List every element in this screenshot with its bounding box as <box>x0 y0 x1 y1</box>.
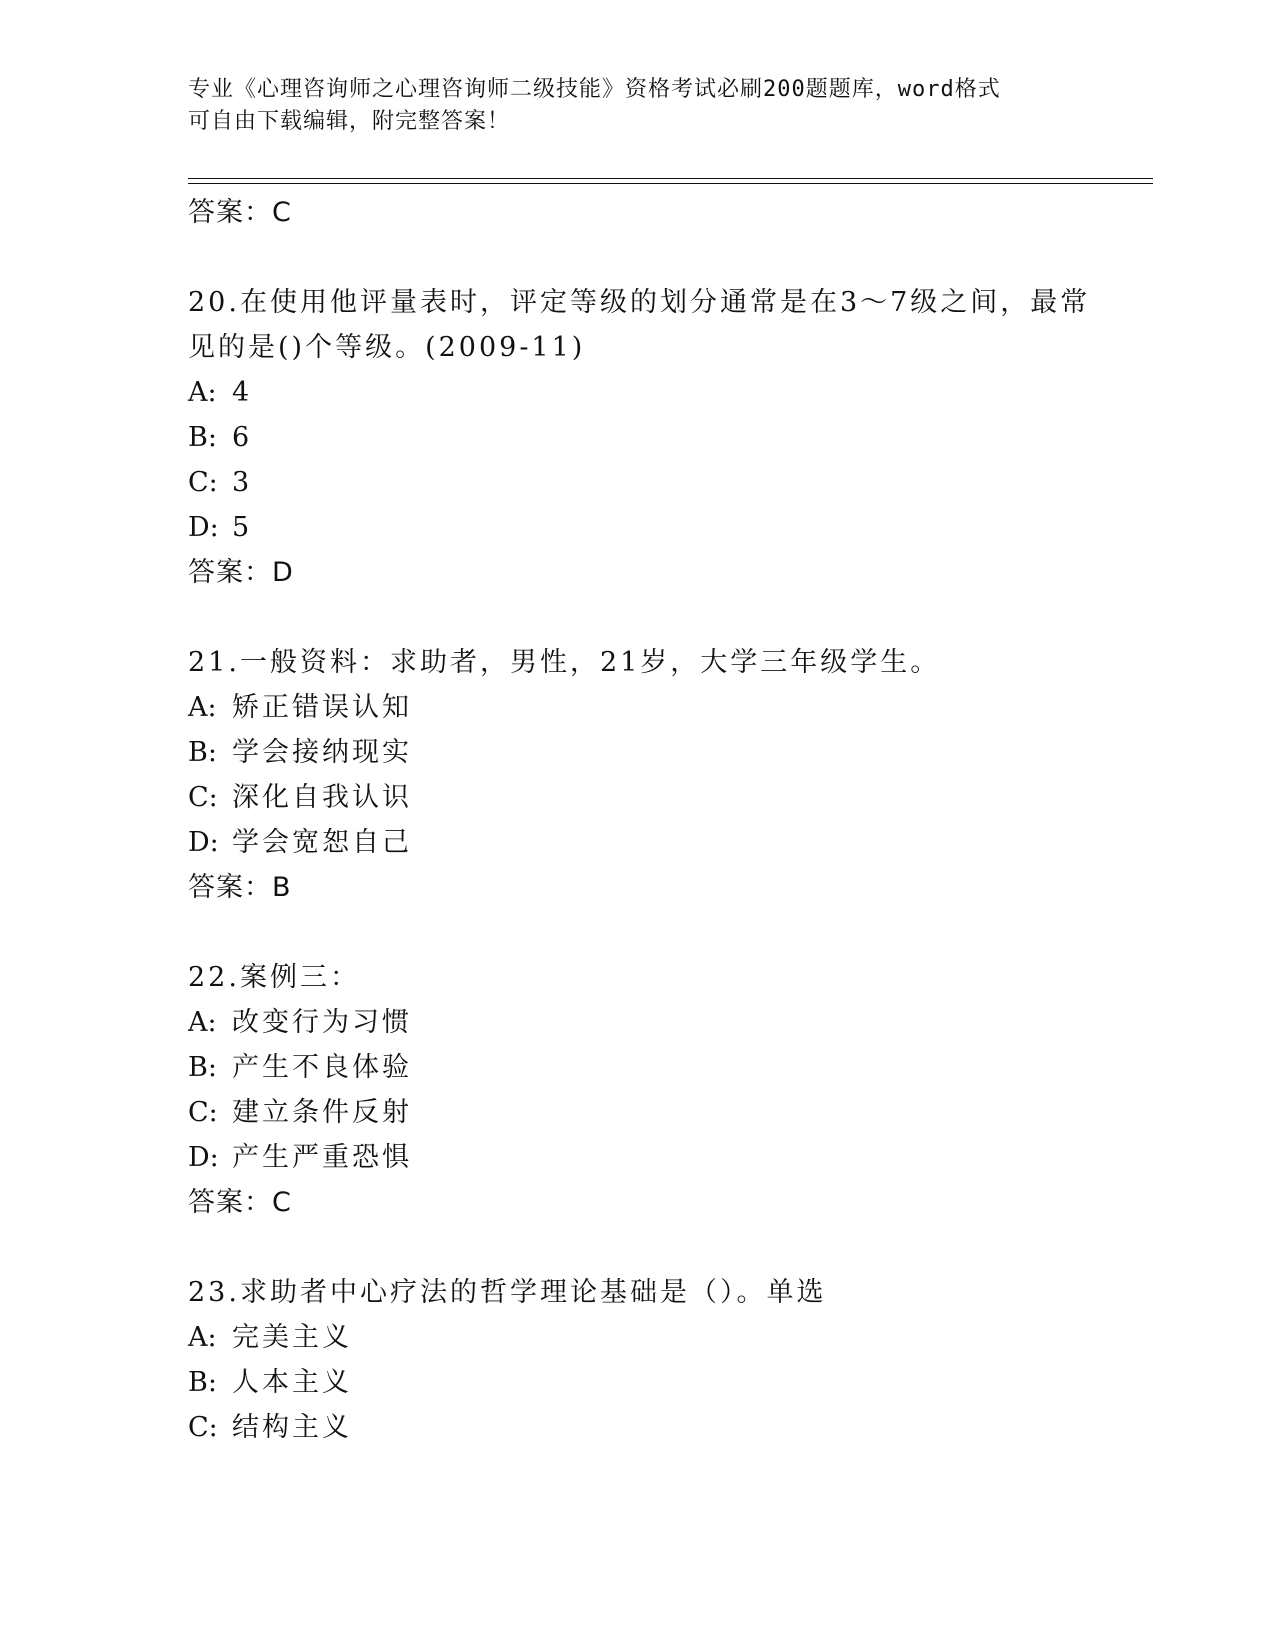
question-stem: 22.案例三： <box>188 962 360 993</box>
question-list <box>188 190 1091 1495</box>
option-text: 人本主义 <box>232 1367 352 1398</box>
option-label: B: <box>188 422 217 453</box>
answer-line: 答案：C <box>188 1187 292 1218</box>
option-a <box>188 1000 1088 1045</box>
option-label: C: <box>188 1412 218 1443</box>
option-b <box>188 730 1088 775</box>
option-text: 完美主义 <box>232 1322 352 1353</box>
question-stem: 20.在使用他评量表时，评定等级的划分通常是在3～7级之间，最常 <box>188 287 1091 318</box>
question-item <box>188 640 1088 910</box>
question-stem: 23.求助者中心疗法的哲学理论基础是（）。单选 <box>188 1277 827 1308</box>
option-label: C: <box>188 1097 218 1128</box>
option-d <box>188 1135 1088 1180</box>
answer-line: 答案：D <box>188 557 294 588</box>
option-label: A: <box>188 1007 217 1038</box>
option-a <box>188 1315 1088 1360</box>
option-label: A: <box>188 1322 217 1353</box>
option-text: 5 <box>232 512 253 543</box>
answer-line: 答案：C <box>188 197 292 228</box>
answer-line: 答案：B <box>188 872 292 903</box>
option-d <box>188 820 1088 865</box>
header-line-2: 可自由下载编辑，附完整答案！ <box>188 109 511 134</box>
option-label: C: <box>188 782 218 813</box>
header-divider-bottom <box>188 183 1153 184</box>
option-label: B: <box>188 1367 217 1398</box>
option-label: D: <box>188 1142 219 1173</box>
question-stem: 见的是()个等级。(2009-11) <box>188 332 586 363</box>
option-text: 学会宽恕自己 <box>232 827 412 858</box>
question-stem: 21.一般资料：求助者，男性，21岁，大学三年级学生。 <box>188 647 941 678</box>
previous-answer-block <box>188 190 1088 235</box>
option-b <box>188 415 1088 460</box>
option-label: A: <box>188 692 217 723</box>
option-label: D: <box>188 512 219 543</box>
option-text: 学会接纳现实 <box>232 737 412 768</box>
option-a <box>188 685 1088 730</box>
option-c <box>188 775 1088 820</box>
header-divider-top <box>188 178 1153 179</box>
option-text: 深化自我认识 <box>232 782 412 813</box>
option-label: D: <box>188 827 219 858</box>
question-item <box>188 955 1088 1225</box>
header-line-1: 专业《心理咨询师之心理咨询师二级技能》资格考试必刷200题题库，word格式 <box>188 77 1001 102</box>
option-text: 产生严重恐惧 <box>232 1142 412 1173</box>
option-label: B: <box>188 737 217 768</box>
question-item <box>188 280 1091 595</box>
option-d <box>188 505 1088 550</box>
question-item <box>188 1270 1088 1450</box>
option-c <box>188 1090 1088 1135</box>
option-label: C: <box>188 467 218 498</box>
option-label: A: <box>188 377 217 408</box>
option-c <box>188 460 1088 505</box>
option-text: 3 <box>232 467 253 498</box>
option-text: 结构主义 <box>232 1412 352 1443</box>
option-text: 改变行为习惯 <box>232 1007 412 1038</box>
option-label: B: <box>188 1052 217 1083</box>
option-c <box>188 1405 1088 1450</box>
document-header <box>188 74 1068 138</box>
option-text: 建立条件反射 <box>232 1097 412 1128</box>
option-text: 产生不良体验 <box>232 1052 412 1083</box>
option-text: 4 <box>232 377 253 408</box>
option-b <box>188 1360 1088 1405</box>
option-a <box>188 370 1088 415</box>
option-b <box>188 1045 1088 1090</box>
option-text: 6 <box>232 422 253 453</box>
option-text: 矫正错误认知 <box>232 692 412 723</box>
